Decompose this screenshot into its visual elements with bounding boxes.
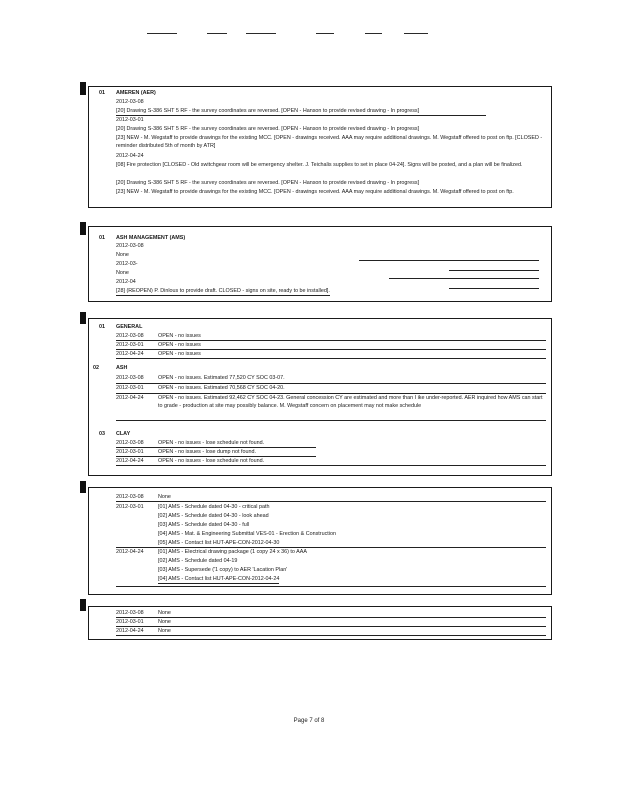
section-ameren <box>88 86 552 208</box>
entry-date: 2012-03-01 <box>116 117 144 123</box>
entry-date: 2012-03-08 <box>116 610 144 616</box>
section-tab <box>80 82 86 95</box>
entry-date: 2012-04-24 <box>116 628 144 634</box>
entry-date: 2012-04-24 <box>116 351 144 357</box>
entry-text: OPEN - no issues <box>158 342 201 348</box>
entry-text: [20] Drawing S-386 SHT 5 RF - the survey coordinates are reversed. [OPEN - Hanson to provide revised drawing - In progress] <box>116 180 420 186</box>
entry-text: None <box>116 252 129 258</box>
header-mark <box>365 33 382 34</box>
header-mark <box>147 33 177 34</box>
item-title: CLAY <box>116 431 131 437</box>
section-general-ash-clay <box>88 318 552 476</box>
entry-text: [20] Drawing S-386 SHT 5 RF - the survey coordinates are reversed. [OPEN - Hanson to provide revised drawing - In progress] <box>116 126 420 132</box>
entry-text: [28] (REOPEN) P. Dinlous to provide draft. CLOSED - signs on site, ready to be installed]. <box>116 288 330 294</box>
entry-date: 2012-03- <box>116 261 138 267</box>
entry-text: OPEN - no issues. Estimated 92,462 CY SOC 04-23. General concession CY are estimated and more than I ike under-reported. AER inquired how AMS can start to grade - production at site may possibly balance. M. Wegstaff concern on placement may not make schedule <box>158 395 543 409</box>
entry-date: 2012-04 <box>116 279 136 285</box>
entry-text: [20] Drawing S-386 SHT 5 RF - the survey coordinates are reversed. [OPEN - Hanson to provide revised drawing - In progress] <box>116 108 486 116</box>
entry-date: 2012-04-24 <box>116 395 144 401</box>
entry-date: 2012-03-08 <box>116 494 144 500</box>
entry-text: [03] AMS - Supersede ('1 copy) to AER 'Lacation Plan' <box>158 567 288 573</box>
entry-text: None <box>116 270 129 276</box>
entry-text: OPEN - no issues - lose schedule not found. <box>158 440 265 446</box>
entry-text: [08] Fire protection [CLOSED - Old switchgear room will be emergency shelter. J. Teichalis supplies to set in place 04-24]. Signs will be posted, and a plan will be finalized. <box>116 162 523 168</box>
item-number: 01 <box>99 90 105 96</box>
header-mark <box>207 33 227 34</box>
entry-date: 2012-03-08 <box>116 99 144 105</box>
entry-date: 2012-03-01 <box>116 619 144 625</box>
entry-text: None <box>158 628 171 634</box>
entry-text: OPEN - no issues <box>158 333 201 339</box>
entry-text: [04] AMS - Mat. & Engineering Submittal VES-01 - Erection & Construction <box>158 531 336 537</box>
entry-date: 2012-03-01 <box>116 342 144 348</box>
entry-date: 2012-03-01 <box>116 385 144 391</box>
section-ash-management <box>88 226 552 302</box>
section-tab <box>80 599 86 611</box>
section-submittals <box>88 487 552 595</box>
entry-date: 2012-03-08 <box>116 333 144 339</box>
entry-text: OPEN - no issues - lose dump not found. <box>158 449 256 455</box>
item-number: 01 <box>99 324 105 330</box>
entry-date: 2012-03-08 <box>116 375 144 381</box>
header-mark <box>246 33 276 34</box>
item-number: 03 <box>99 431 105 437</box>
entry-text: [03] AMS - Schedule dated 04-30 - full <box>158 522 250 528</box>
page-number: Page 7 of 8 <box>293 718 325 724</box>
entry-text: [02] AMS - Schedule dated 04-19 <box>158 558 238 564</box>
entry-date: 2012-04-24 <box>116 549 144 555</box>
item-title: ASH MANAGEMENT (AMS) <box>116 235 186 241</box>
header-mark <box>316 33 334 34</box>
item-number: 02 <box>93 365 99 371</box>
entry-date: 2012-04-24 <box>116 458 144 464</box>
entry-text: [01] AMS - Electrical drawing package (1 copy 24 x 36) to AAA <box>158 549 307 555</box>
section-tab <box>80 481 86 493</box>
entry-date: 2012-03-08 <box>116 243 144 249</box>
entry-text: [05] AMS - Contact list HUT-APE-CON-2012-04-30 <box>158 540 280 546</box>
entry-text: OPEN - no issues - lose schedule not found. <box>158 458 265 464</box>
entry-text: None <box>158 494 171 500</box>
section-tab <box>80 312 86 324</box>
entry-text: None <box>158 610 171 616</box>
item-title: ASH <box>116 365 128 371</box>
header-mark <box>404 33 428 34</box>
item-number: 01 <box>99 235 105 241</box>
entry-text: OPEN - no issues. Estimated 77,520 CY SOC 03-07. <box>158 375 285 381</box>
item-title: AMEREN (AER) <box>116 90 156 96</box>
section-tab <box>80 222 86 235</box>
entry-date: 2012-03-01 <box>116 449 144 455</box>
entry-text: [23] NEW - M. Wegstaff to provide drawings for the existing MCC. [OPEN - drawings received. AAA may require additional drawings. M. Wegstaff offered to post on ftp. <box>116 189 514 195</box>
entry-text: None <box>158 619 171 625</box>
entry-date: 2012-03-08 <box>116 440 144 446</box>
item-title: GENERAL <box>116 324 143 330</box>
entry-date: 2012-04-24 <box>116 153 144 159</box>
entry-date: 2012-03-01 <box>116 504 144 510</box>
entry-text: [02] AMS - Schedule dated 04-30 - look ahead <box>158 513 269 519</box>
entry-text: OPEN - no issues <box>158 351 201 357</box>
section-none <box>88 606 552 640</box>
entry-text: OPEN - no issues. Estimated 70,568 CY SOC 04-20. <box>158 385 285 391</box>
entry-text: [01] AMS - Schedule dated 04-30 - critical path <box>158 504 270 510</box>
entry-text: [23] NEW - M. Wegstaff to provide drawings for the existing MCC. [OPEN - drawings received. AAA may require additional drawings. M. Wegstaff offered to post on ftp. [CLOSED - reminder distributed 5th of month by ATR] <box>116 135 543 149</box>
entry-text: [04] AMS - Contact list HUT-APE-CON-2012-04-24 <box>158 576 280 582</box>
